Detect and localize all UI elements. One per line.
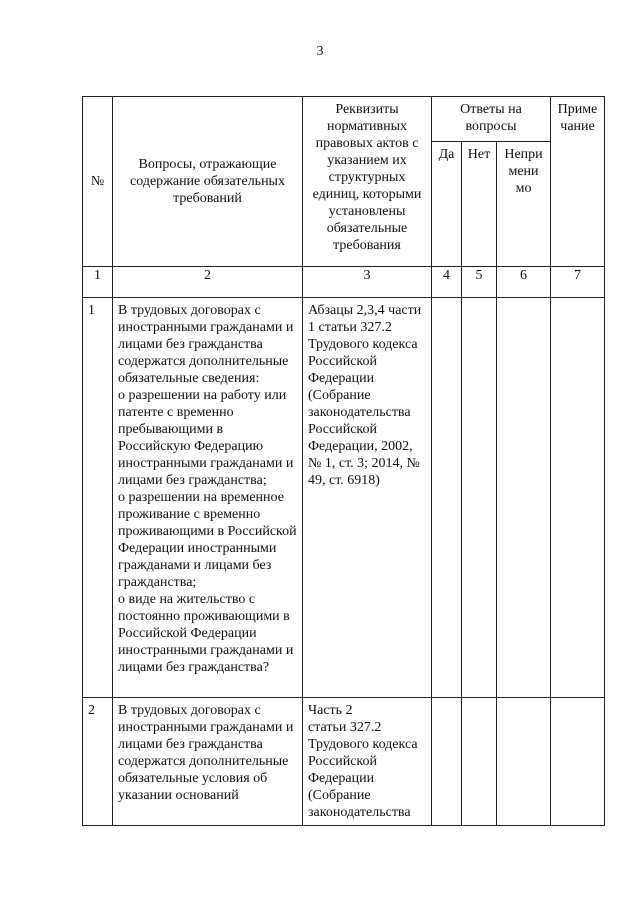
column-number: 7 [551,267,605,298]
table-row [83,298,605,698]
column-number-row [83,267,605,298]
table-header-row [83,97,605,142]
header-note: Приме чание [557,102,598,134]
column-number: 5 [462,267,497,298]
answer-na-cell [497,298,551,698]
row-number: 1 [88,303,95,318]
note-cell [551,698,605,826]
page-number: 3 [316,44,324,59]
answer-yes-cell [432,298,462,698]
header-no: Нет [467,147,491,162]
header-answers: Ответы на вопросы [460,102,522,134]
row-number: 2 [88,703,95,718]
row-requisites: Часть 2 статьи 327.2 Трудового кодекса Российской Федерации (Собрание законодательства [308,703,418,820]
answer-na-cell [497,698,551,826]
answer-no-cell [462,698,497,826]
header-questions: Вопросы, отражающие содержание обязательных требований [130,157,285,206]
row-question: В трудовых договорах с иностранными гражданами и лицами без гражданства содержатся дополнительные обязательные сведения: о разрешении на работу или патенте с временно пребывающими в Российскую Федерацию иностранными гражданами и лицами без гражданства; о разрешении на временное проживание с временно проживающими в Российской Федерации иностранными гражданами и лицами без гражданства; о виде на жительство с постоянно проживающими в Российской Федерации иностранными гражданами и лицами без гражданства? [118,303,297,675]
header-not-applicable: Непри мени мо [504,147,543,196]
header-num: № [90,174,105,189]
row-question: В трудовых договорах с иностранными гражданами и лицами без гражданства содержатся дополнительные обязательные условия об указании оснований [118,703,294,803]
column-number: 4 [432,267,462,298]
note-cell [551,298,605,698]
row-requisites: Абзацы 2,3,4 части 1 статьи 327.2 Трудового кодекса Российской Федерации (Собрание законодательства Российской Федерации, 2002, № 1, ст. 3; 2014, № 49, ст. 6918) [308,303,422,488]
header-requisites: Реквизиты нормативных правовых актов с указанием их структурных единиц, которыми установлены обязательные требования [312,102,422,253]
answer-no-cell [462,298,497,698]
column-number: 1 [83,267,113,298]
answer-yes-cell [432,698,462,826]
column-number: 3 [303,267,432,298]
table-row [83,698,605,826]
requirements-table [82,96,605,826]
column-number: 6 [497,267,551,298]
column-number: 2 [113,267,303,298]
header-yes: Да [438,147,455,162]
